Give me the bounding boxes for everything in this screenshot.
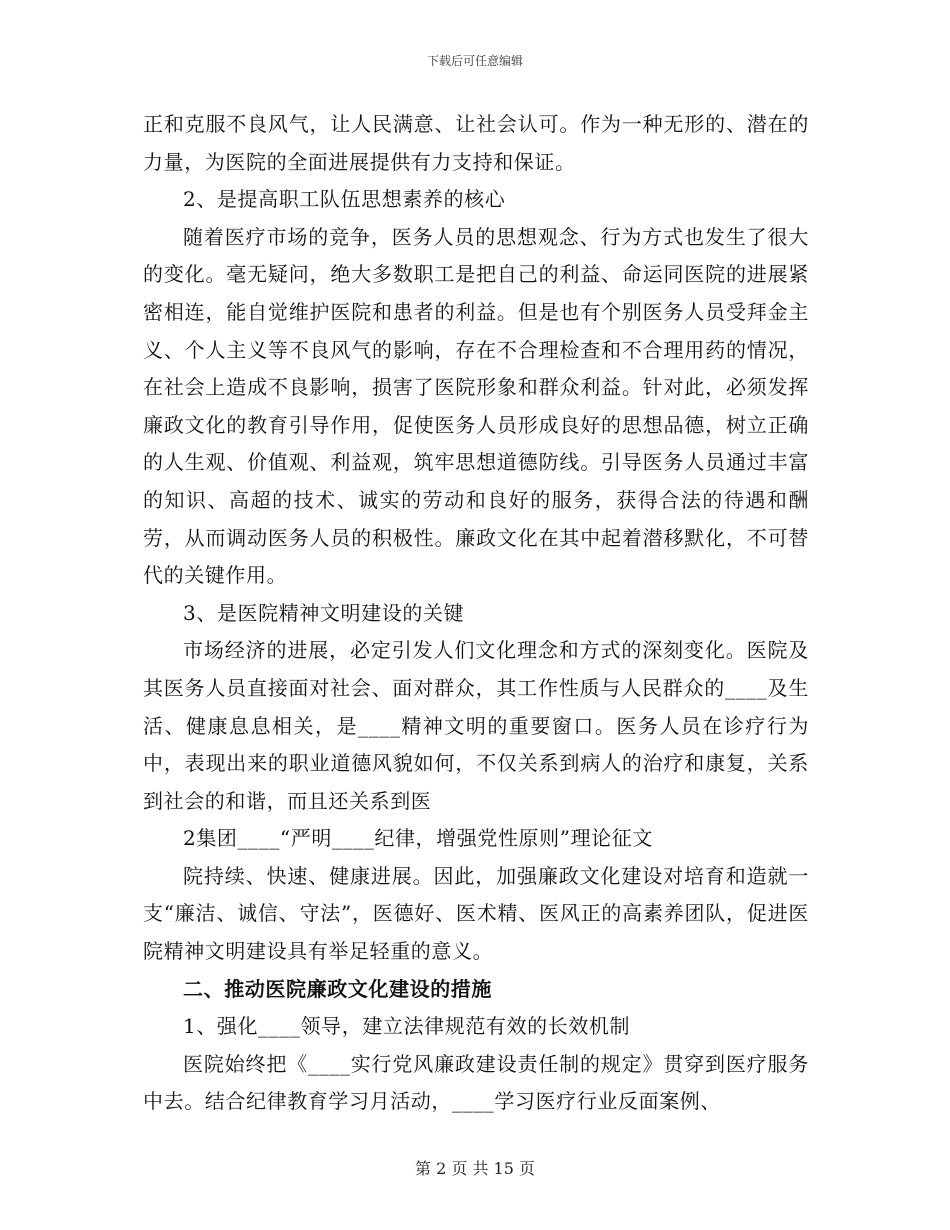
section-heading-1: 1、强化____领导，建立法律规范有效的长效机制	[183, 1014, 631, 1039]
document-body	[143, 106, 809, 1121]
page-number-footer: 第 2 页 共 15 页	[415, 1159, 535, 1178]
essay-title-line: 2集团____“严明____纪律，增强党性原则”理论征文	[183, 826, 653, 851]
paragraph-4: 院持续、快速、健康进展。因此，加强廉政文化建设对培育和造就一支“廉洁、诚信、守法”，医德好、医术精、医风正的高素养团队，促进医院精神文明建设具有举足轻重的意义。	[143, 863, 809, 964]
section-heading-3: 3、是医院精神文明建设的关键	[183, 600, 465, 625]
paragraph-3: 市场经济的进展，必定引发人们文化理念和方式的深刻变化。医院及其医务人员直接面对社会、面对群众，其工作性质与人民群众的____及生活、健康息息相关，是____精神文明的重要窗口。医务人员在诊疗行为中，表现出来的职业道德风貌如何，不仅关系到病人的治疗和康复，关系到社会的和谐，而且还关系到医	[143, 638, 809, 813]
paragraph-2: 随着医疗市场的竞争，医务人员的思想观念、行为方式也发生了很大的变化。毫无疑问，绝大多数职工是把自己的利益、命运同医院的进展紧密相连，能自觉维护医院和患者的利益。但是也有个别医务人员受拜金主义、个人主义等不良风气的影响，存在不合理检查和不合理用药的情况，在社会上造成不良影响，损害了医院形象和群众利益。针对此，必须发挥廉政文化的教育引导作用，促使医务人员形成良好的思想品德，树立正确的人生观、价值观、利益观，筑牢思想道德防线。引导医务人员通过丰富的知识、高超的技术、诚实的劳动和良好的服务，获得合法的待遇和酬劳，从而调动医务人员的积极性。廉政文化在其中起着潜移默化，不可替代的关键作用。	[143, 224, 809, 588]
page-header: 下载后可任意编辑	[426, 54, 523, 68]
paragraph-5: 医院始终把《____实行党风廉政建设责任制的规定》贯穿到医疗服务中去。结合纪律教育学习月活动，____学习医疗行业反面案例、	[143, 1051, 809, 1114]
paragraph-1: 正和克服不良风气，让人民满意、让社会认可。作为一种无形的、潜在的力量，为医院的全面进展提供有力支持和保证。	[143, 112, 809, 174]
chapter-heading-2: 二、推动医院廉政文化建设的措施	[183, 976, 492, 1001]
section-heading-2: 2、是提高职工队伍思想素养的核心	[183, 187, 506, 212]
